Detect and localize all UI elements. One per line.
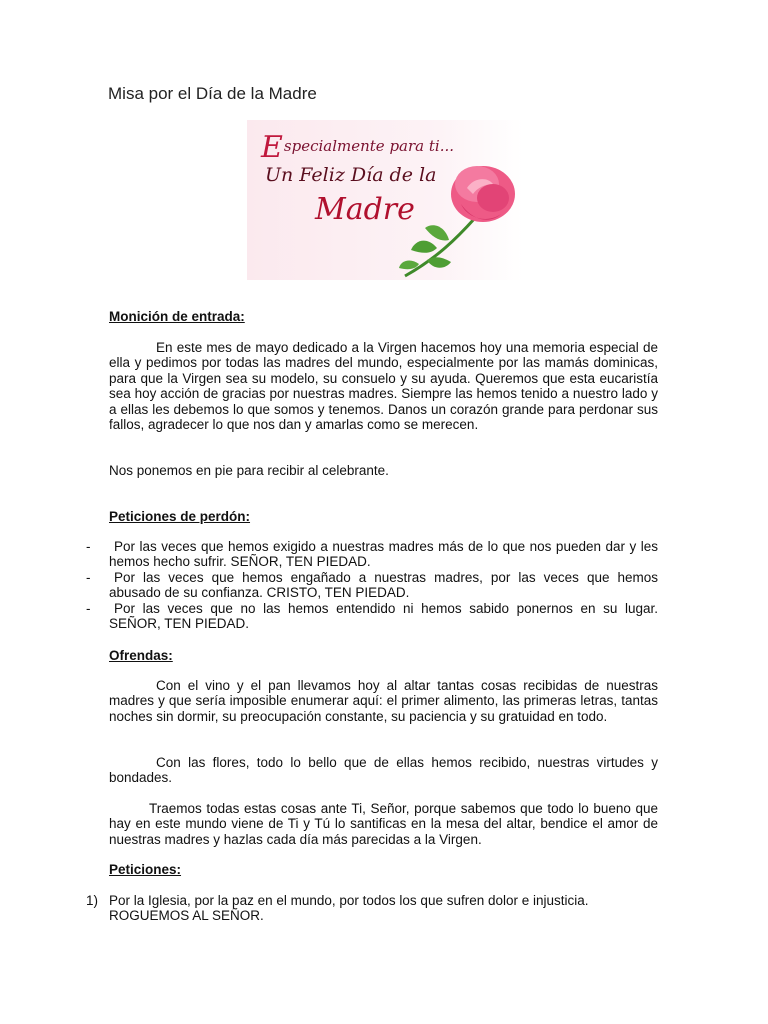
perdon-item: Por las veces que hemos exigido a nuestras madres más de lo que nos pueden dar y les hemos hecho sufrir. SEÑOR, TEN PIEDAD. xyxy=(109,539,658,570)
banner-line-3: Madre xyxy=(315,192,415,227)
perdon-item: Por las veces que hemos engañado a nuestras madres, por las veces que hemos abusado de su confianza. CRISTO, TEN PIEDAD. xyxy=(109,570,658,601)
ofrendas-paragraph-2: Con las flores, todo lo bello que de ellas hemos recibido, nuestras virtudes y bondades. xyxy=(109,755,658,786)
banner-line-1: Especialmente para ti... xyxy=(261,130,455,165)
peticiones-item: Por la Iglesia, por la paz en el mundo, por todos los que sufren dolor e injusticia. ROGUEMOS AL SEÑOR. xyxy=(109,893,589,924)
monicion-heading: Monición de entrada: xyxy=(109,309,245,324)
perdon-heading: Peticiones de perdón: xyxy=(109,509,251,524)
monicion-paragraph: En este mes de mayo dedicado a la Virgen hacemos hoy una memoria especial de ella y pedimos por todas las madres del mundo, especialmente por las mamás dominicas, para que la Virgen sea su modelo, su consuelo y su ayuda. Queremos que esta eucaristía sea hoy acción de gracias por nuestras madres. Siempre las hemos tenido a nuestro lado y a ellas les debemos lo que somos y tenemos. Danos un corazón grande para perdonar sus fallos, agradecer lo que nos dan y amarlas como se merecen. xyxy=(109,340,658,433)
list-number: 1) xyxy=(86,893,99,908)
list-bullet: - xyxy=(86,539,91,554)
document-title: Misa por el Día de la Madre xyxy=(108,84,317,103)
list-bullet: - xyxy=(86,601,91,616)
ofrendas-paragraph-3: Traemos todas estas cosas ante Ti, Señor, porque sabemos que todo lo bueno que hay en este mundo viene de Ti y Tú lo santificas en la mesa del altar, bendice el amor de nuestras madres y hazlas cada día más parecidas a la Virgen. xyxy=(109,801,658,847)
perdon-item: Por las veces que no las hemos entendido ni hemos sabido ponernos en su lugar. SEÑOR, TEN PIEDAD. xyxy=(109,601,658,632)
mothers-day-banner xyxy=(247,120,523,280)
list-bullet: - xyxy=(86,570,91,585)
rose-icon xyxy=(397,148,521,278)
monicion-instruction: Nos ponemos en pie para recibir al celebrante. xyxy=(109,463,389,478)
ofrendas-heading: Ofrendas: xyxy=(109,648,173,663)
peticiones-heading: Peticiones: xyxy=(109,862,182,877)
banner-line-2: Un Feliz Día de la xyxy=(265,164,437,186)
ofrendas-paragraph-1: Con el vino y el pan llevamos hoy al altar tantas cosas recibidas de nuestras madres y que sería imposible enumerar aquí: el primer alimento, las primeras letras, tantas noches sin dormir, su preocupación constante, su paciencia y su gratuidad en todo. xyxy=(109,678,658,724)
